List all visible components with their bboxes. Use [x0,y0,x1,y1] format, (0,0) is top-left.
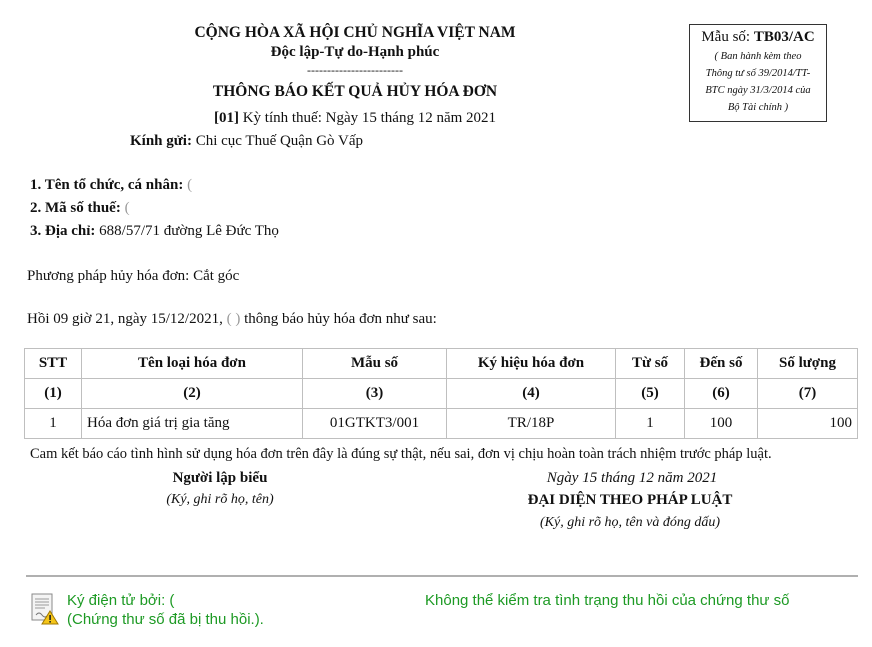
certificate-warning-icon[interactable] [30,592,60,626]
header-divider: ------------------------ [307,63,403,77]
recipient-value: Chi cục Thuế Quận Gò Vấp [191,133,364,149]
notice-masked-org: ( ) [226,311,241,327]
index-cell: (1) [25,379,82,409]
tax-code-value: ( [120,200,130,216]
notice-sentence [27,311,437,328]
header-from-number: Từ số [616,349,685,379]
row-invoice-type: Hóa đơn giá trị gia tăng [82,409,303,439]
header-template: Mẫu số [303,349,447,379]
table-row [25,409,858,439]
recipient-label: Kính gửi: [130,133,192,149]
index-cell: (5) [616,379,685,409]
legal-representative-role: ĐẠI DIỆN THEO PHÁP LUẬT [527,492,733,508]
table-index-row [25,379,858,409]
org-name-value: ( [183,177,193,193]
preparer-role: Người lập biểu [172,470,268,486]
recipient [130,133,363,150]
row-template: 01GTKT3/001 [303,409,447,439]
document-title: THÔNG BÁO KẾT QUẢ HỦY HÓA ĐƠN [212,83,498,100]
header-to-number: Đến số [685,349,758,379]
form-note-line-3: BTC ngày 31/3/2014 của [705,85,811,96]
index-cell: (3) [303,379,447,409]
index-cell: (2) [82,379,303,409]
certificate-revoked-note: (Chứng thư số đã bị thu hồi.). [67,611,264,628]
tax-code-label: 2. Mã số thuế: [30,200,121,216]
form-note-line-4: Bộ Tài chính ) [727,102,789,113]
address-line [30,223,279,240]
invoice-table [24,348,858,439]
signature-divider [26,575,858,577]
index-cell: (4) [447,379,616,409]
header-symbol: Ký hiệu hóa đơn [447,349,616,379]
signed-by-value: ( [169,592,175,609]
tax-code-line [30,200,130,217]
sign-date: Ngày 15 tháng 12 năm 2021 [546,470,718,486]
signed-by [67,592,174,609]
commitment-statement: Cam kết báo cáo tình hình sử dụng hóa đơn trên đây là đúng sự thật, nếu sai, đơn vị chịu hoàn toàn trách nhiệm trước pháp luật. [30,446,772,462]
row-symbol: TR/18P [447,409,616,439]
notice-suffix: thông báo hủy hóa đơn như sau: [240,311,437,327]
table-header-row [25,349,858,379]
form-note-line-2: Thông tư số 39/2014/TT- [705,68,811,79]
header-quantity: Số lượng [758,349,858,379]
form-note-line-1: ( Ban hành kèm theo [714,51,802,62]
row-stt: 1 [25,409,82,439]
form-code-label: Mẫu số: [701,29,754,45]
signed-by-label: Ký điện tử bởi: [67,592,170,609]
row-to-number: 100 [685,409,758,439]
tax-period-code: [01] [213,110,239,126]
form-code-line [690,27,826,47]
cancellation-method: Phương pháp hủy hóa đơn: Cắt góc [27,268,240,284]
national-motto: Độc lập-Tự do-Hạnh phúc [270,44,440,60]
tax-period-text: Kỳ tính thuế: Ngày 15 tháng 12 năm 2021 [238,110,497,126]
preparer-note: (Ký, ghi rõ họ, tên) [166,492,274,507]
legal-representative-note: (Ký, ghi rõ họ, tên và đóng dấu) [539,515,721,530]
header-invoice-type: Tên loại hóa đơn [82,349,303,379]
certificate-status: Không thể kiểm tra tình trạng thu hồi của chứng thư số [425,592,790,609]
row-quantity: 100 [758,409,858,439]
index-cell: (7) [758,379,858,409]
row-from-number: 1 [616,409,685,439]
national-name: CỘNG HÒA XÃ HỘI CHỦ NGHĨA VIỆT NAM [194,24,516,41]
index-cell: (6) [685,379,758,409]
header-stt: STT [25,349,82,379]
form-code-value: TB03/AC [753,29,815,45]
notice-prefix: Hồi 09 giờ 21, ngày 15/12/2021, [27,311,227,327]
address-label: 3. Địa chỉ: [30,223,96,239]
address-value: 688/57/71 đường Lê Đức Thọ [95,223,279,239]
org-name-label: 1. Tên tổ chức, cá nhân: [30,177,184,193]
form-code-box [689,24,827,122]
org-name-line [30,177,192,194]
tax-period [150,110,560,127]
